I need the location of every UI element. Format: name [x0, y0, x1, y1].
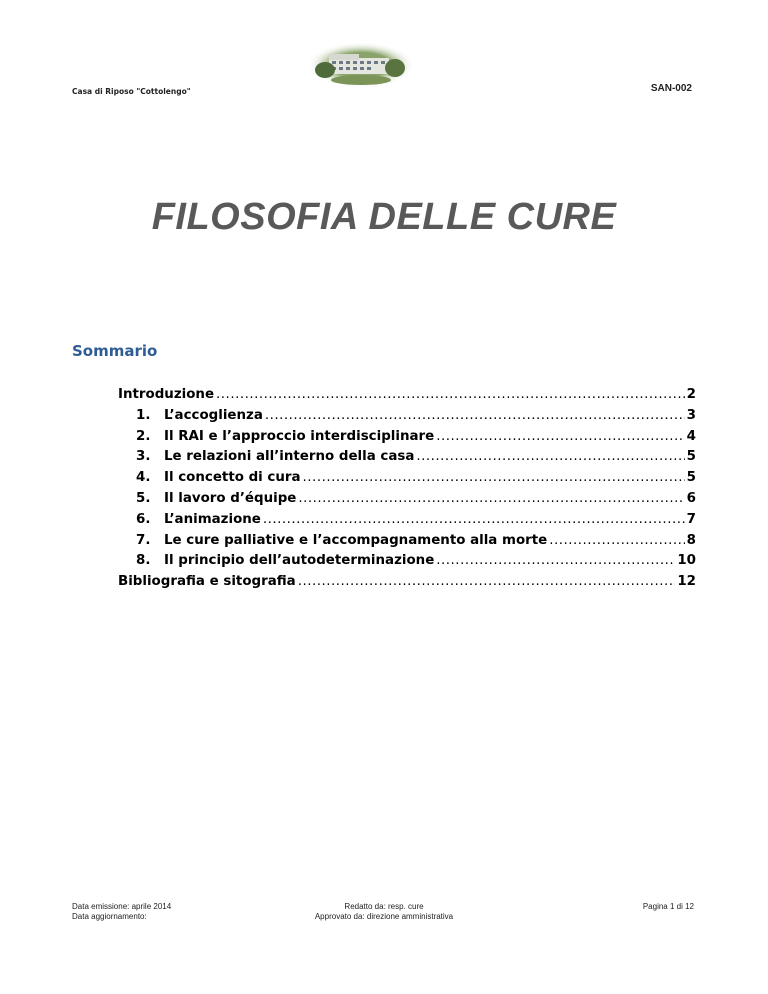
toc-entry-number: 6. [136, 511, 151, 527]
toc-leader-dots [216, 387, 685, 402]
toc-entry-number: 2. [136, 428, 151, 444]
toc-page-number: 5 [686, 470, 696, 486]
toc-entry-label: L’animazione [164, 511, 261, 527]
toc-entry-number: 3. [136, 449, 151, 465]
toc-entry-number: 4. [136, 470, 151, 486]
document-title: FILOSOFIA DELLE CURE [151, 196, 617, 238]
toc-page-number: 8 [686, 532, 696, 548]
toc-entry-introduzione[interactable] [118, 387, 696, 408]
toc-leader-dots [303, 470, 685, 485]
footer-page-count: Pagina 1 di 12 [642, 902, 694, 911]
toc-entry-label: Bibliografia e sitografia [118, 574, 296, 590]
toc-entry-relazioni[interactable] [118, 449, 696, 470]
toc-entry-lavoro-equipe[interactable] [118, 491, 696, 512]
toc-heading: Sommario [72, 342, 158, 360]
toc-entry-label: Introduzione [118, 387, 215, 402]
toc-entry-rai[interactable] [118, 429, 696, 450]
toc-page-number: 3 [686, 407, 696, 423]
building-photo-logo [307, 42, 415, 88]
toc-page-number: 6 [686, 490, 696, 506]
toc-leader-dots [298, 491, 684, 506]
toc-entry-label: Il lavoro d’équipe [164, 490, 297, 506]
toc-entry-number: 1. [136, 407, 151, 423]
toc-entry-autodeterminazione[interactable] [118, 553, 696, 574]
header-organization: Casa di Riposo "Cottolengo" [72, 87, 191, 96]
toc-entry-label: Il principio dell’autodeterminazione [164, 553, 435, 569]
toc-entry-label: Il concetto di cura [164, 470, 301, 486]
toc-entry-animazione[interactable] [118, 512, 696, 533]
toc-entry-concetto-di-cura[interactable] [118, 470, 696, 491]
toc-leader-dots [436, 553, 675, 568]
toc-entry-bibliografia[interactable] [118, 574, 696, 595]
toc-entry-label: L’accoglienza [164, 407, 263, 423]
toc-entry-label: Il RAI e l’approccio interdisciplinare [164, 428, 435, 444]
toc-page-number: 4 [686, 428, 696, 444]
toc-entry-label: Le relazioni all’interno della casa [164, 449, 415, 465]
footer-emission-date: Data emissione: aprile 2014 [72, 902, 172, 911]
toc-entry-cure-palliative[interactable] [118, 533, 696, 554]
footer-author: Redatto da: resp. cure [344, 902, 424, 911]
toc-entry-number: 5. [136, 490, 151, 506]
toc-leader-dots [265, 408, 685, 423]
toc-page-number: 7 [686, 511, 696, 527]
toc-page-number: 5 [686, 449, 696, 465]
footer-update-date: Data aggiornamento: [72, 912, 147, 921]
toc-page-number: 10 [677, 553, 696, 569]
toc-entry-number: 8. [136, 553, 151, 569]
toc-entry-accoglienza[interactable] [118, 408, 696, 429]
toc-entry-number: 7. [136, 532, 151, 548]
footer-approver: Approvato da: direzione amministrativa [314, 912, 454, 921]
toc-page-number: 12 [677, 574, 696, 590]
toc-leader-dots [263, 512, 685, 527]
toc-leader-dots [436, 429, 684, 444]
toc-leader-dots [549, 533, 684, 548]
table-of-contents [118, 387, 696, 595]
toc-entry-label: Le cure palliative e l’accompagnamento alla morte [164, 532, 548, 548]
toc-page-number: 2 [686, 387, 696, 402]
toc-leader-dots [416, 449, 684, 464]
header-document-code: SAN-002 [650, 83, 692, 94]
toc-leader-dots [298, 574, 676, 589]
